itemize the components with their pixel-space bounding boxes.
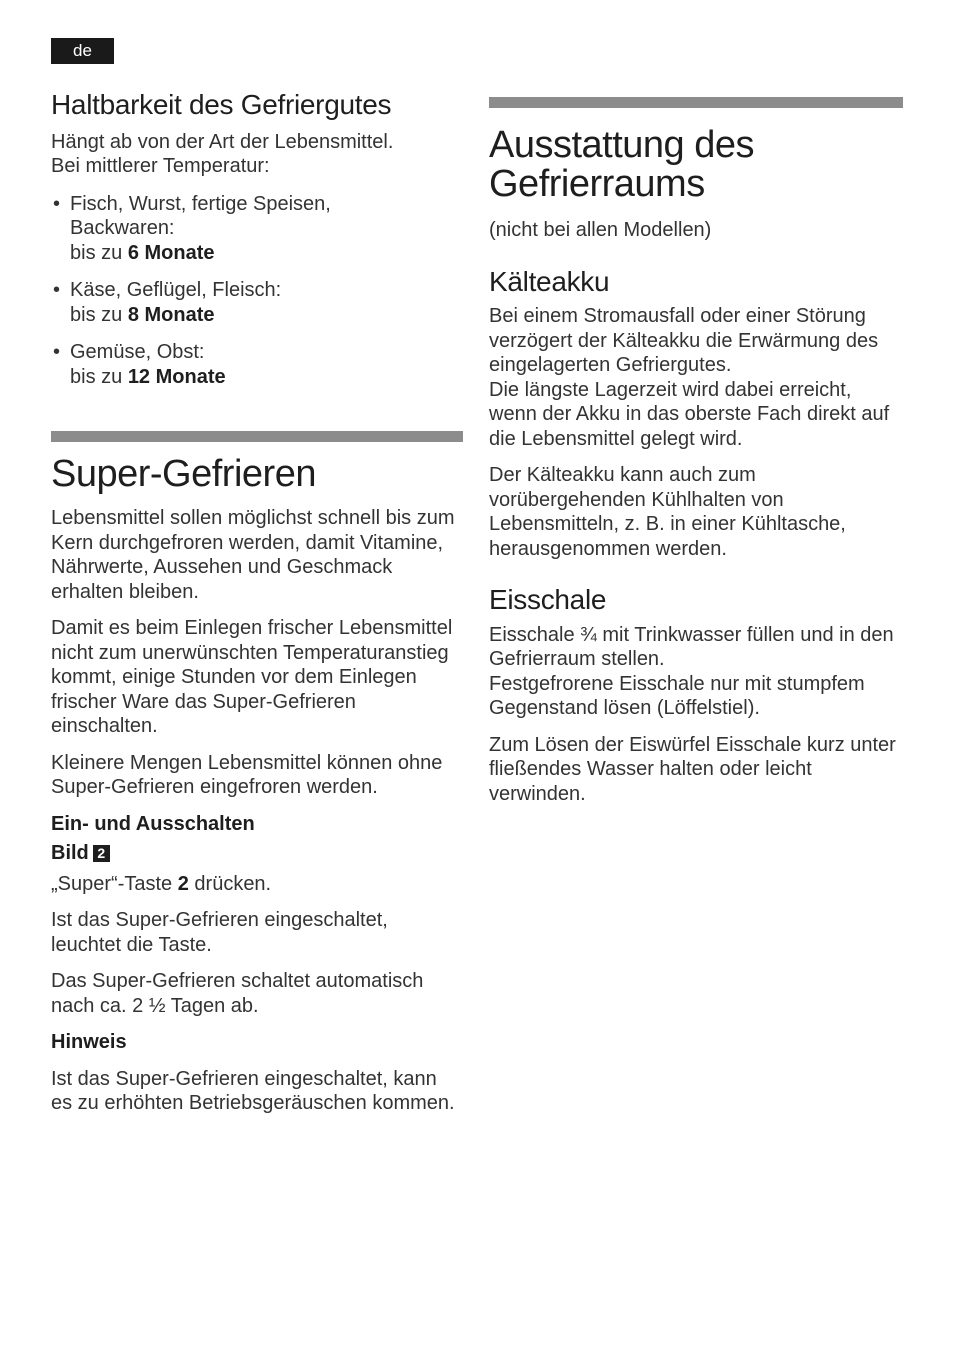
eisschale-paragraph-1: Eisschale ¾ mit Trinkwasser füllen und in den Gefrierraum stellen. — [489, 623, 894, 671]
kaelteakku-paragraph-2: Die längste Lagerzeit wird dabei erreicht, wenn der Akku in das oberste Fach direkt auf die Lebensmittel gelegt wird. — [489, 378, 890, 450]
list-item: • Käse, Geflügel, Fleisch: bis zu 8 Monate — [53, 279, 282, 326]
figure-number-box: 2 — [93, 845, 110, 862]
left-column — [51, 88, 463, 1116]
bullet-icon: • — [53, 192, 61, 215]
eisschale-heading: Eisschale — [489, 584, 607, 616]
model-note: (nicht bei allen Modellen) — [489, 219, 712, 242]
haltbarkeit-intro — [51, 130, 463, 179]
eisschale-paragraph-2: Festgefrorene Eisschale nur mit stumpfem Gegenstand lösen (Löffelstiel). — [489, 672, 865, 720]
section-divider — [51, 431, 463, 442]
ausstattung-heading: Ausstattung des Gefrierraums — [489, 124, 755, 206]
hinweis-paragraph: Ist das Super-Gefrieren eingeschaltet, kann es zu erhöhten Betriebsgeräuschen kommen. — [51, 1067, 455, 1115]
super-gefrieren-heading: Super-Gefrieren — [51, 453, 316, 496]
super-paragraph-1: Lebensmittel sollen möglichst schnell bis zum Kern durchgefroren werden, damit Vitamine, Nährwerte, Aussehen und Geschmack erhalten bleiben. — [51, 507, 455, 603]
kaelteakku-paragraph-3: Der Kälteakku kann auch zum vorübergehenden Kühlhalten von Lebensmitteln, z. B. in einer Kühltasche, herausgenommen werden. — [489, 464, 846, 560]
super-paragraph-2: Damit es beim Einlegen frischer Lebensmittel nicht zum unerwünschten Temperaturanstieg kommt, einige Stunden vor dem Einlegen frischer Ware das Super-Gefrieren einschalten. — [51, 617, 453, 738]
bullet-icon: • — [53, 279, 61, 302]
kaelteakku-heading: Kälteakku — [489, 265, 610, 297]
super-paragraph-3: Kleinere Mengen Lebensmittel können ohne Super-Gefrieren eingefroren werden. — [51, 751, 443, 799]
haltbarkeit-heading: Haltbarkeit des Gefriergutes — [51, 89, 392, 120]
eisschale-paragraph-3: Zum Lösen der Eiswürfel Eisschale kurz unter fließendes Wasser halten oder leicht verwinden. — [489, 733, 896, 805]
list-item: • Fisch, Wurst, fertige Speisen, Backwaren: bis zu 6 Monate — [53, 192, 331, 264]
ein-aus-heading: Ein- und Ausschalten — [51, 812, 255, 835]
super-paragraph-5: Das Super-Gefrieren schaltet automatisch nach ca. 2 ½ Tagen ab. — [51, 970, 424, 1017]
storage-list — [51, 192, 463, 390]
super-paragraph-4: Ist das Super-Gefrieren eingeschaltet, leuchtet die Taste. — [51, 909, 388, 956]
figure-reference: Bild 2 — [51, 841, 463, 866]
taste-instruction: „Super“-Taste 2 drücken. — [51, 872, 272, 895]
hinweis-heading: Hinweis — [51, 1031, 127, 1054]
language-badge: de — [51, 38, 114, 64]
intro-line-1: Hängt ab von der Art der Lebensmittel. — [51, 130, 394, 153]
intro-line-2: Bei mittlerer Temperatur: — [51, 155, 270, 178]
list-item: • Gemüse, Obst: bis zu 12 Monate — [53, 341, 226, 388]
section-divider — [489, 97, 903, 108]
bullet-icon: • — [53, 341, 61, 364]
right-column — [489, 97, 903, 806]
kaelteakku-paragraph-1: Bei einem Stromausfall oder einer Störung verzögert der Kälteakku die Erwärmung des eingelagerten Gefriergutes. — [489, 305, 879, 377]
